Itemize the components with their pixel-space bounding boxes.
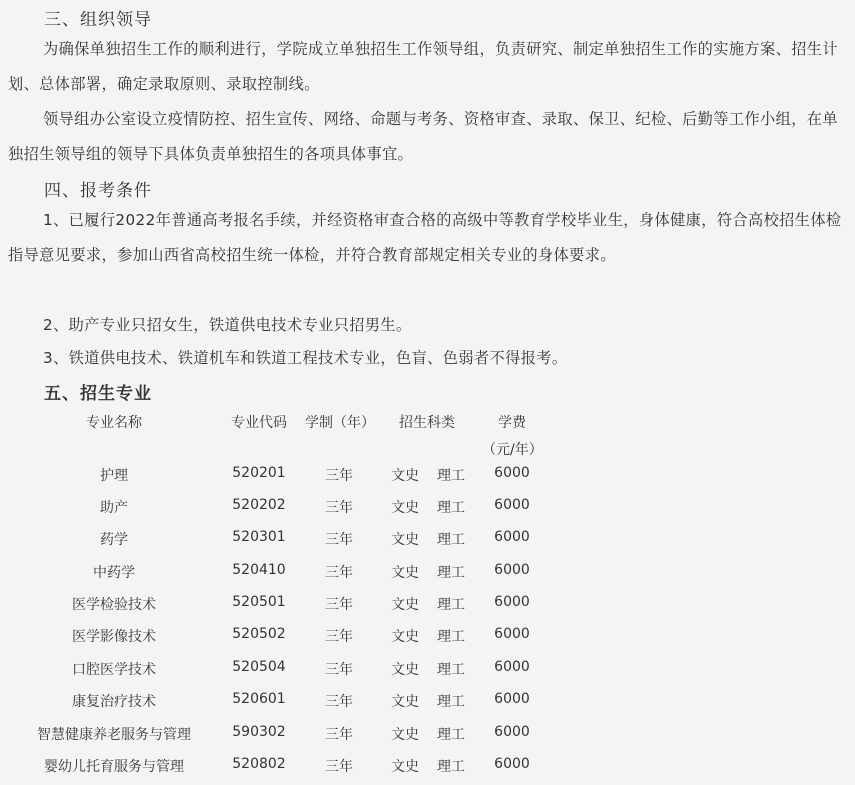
header-category: 招生科类 bbox=[399, 415, 455, 431]
section-4-paragraph-1: 1、已履行2022年普通高考报名手续，并经资格审查合格的高级中等教育学校毕业生，身体健康，符合高校招生体检指导意见要求，参加山西省高校招生统一体检，并符合教育部规定相关专业的身体要求。 bbox=[8, 211, 842, 264]
cell-category-2: 理工 bbox=[437, 629, 465, 645]
cell-category-2: 理工 bbox=[437, 759, 465, 775]
cell-category-1: 文史 bbox=[391, 565, 419, 581]
cell-duration: 三年 bbox=[325, 597, 353, 613]
cell-category-2: 理工 bbox=[437, 694, 465, 710]
header-code: 专业代码 bbox=[231, 415, 287, 431]
cell-duration: 三年 bbox=[325, 468, 353, 484]
cell-category-1: 文史 bbox=[391, 468, 419, 484]
cell-duration: 三年 bbox=[325, 662, 353, 678]
section-3-title: 三、组织领导 bbox=[44, 10, 152, 30]
header-name: 专业名称 bbox=[86, 415, 142, 431]
cell-code: 520202 bbox=[232, 497, 286, 513]
cell-fee: 6000 bbox=[494, 497, 530, 513]
cell-code: 590302 bbox=[232, 724, 286, 740]
header-fee-unit: （元/年） bbox=[482, 442, 543, 458]
section-5-title: 五、招生专业 bbox=[44, 384, 152, 404]
cell-category-1: 文史 bbox=[391, 662, 419, 678]
cell-name: 婴幼儿托育服务与管理 bbox=[44, 759, 184, 775]
section-4-title: 四、报考条件 bbox=[44, 181, 152, 201]
cell-fee: 6000 bbox=[494, 529, 530, 545]
cell-fee: 6000 bbox=[494, 626, 530, 642]
cell-code: 520201 bbox=[232, 465, 286, 481]
cell-category-2: 理工 bbox=[437, 532, 465, 548]
cell-code: 520410 bbox=[232, 562, 286, 578]
cell-category-1: 文史 bbox=[391, 727, 419, 743]
cell-name: 药学 bbox=[100, 532, 128, 548]
cell-name: 医学检验技术 bbox=[72, 597, 156, 613]
cell-duration: 三年 bbox=[325, 500, 353, 516]
cell-code: 520601 bbox=[232, 691, 286, 707]
cell-category-1: 文史 bbox=[391, 532, 419, 548]
cell-code: 520802 bbox=[232, 756, 286, 772]
cell-duration: 三年 bbox=[325, 629, 353, 645]
cell-category-2: 理工 bbox=[437, 565, 465, 581]
section-3-paragraph-1: 为确保单独招生工作的顺利进行，学院成立单独招生工作领导组，负责研究、制定单独招生工作的实施方案、招生计划、总体部署，确定录取原则、录取控制线。 bbox=[8, 40, 838, 93]
cell-code: 520502 bbox=[232, 626, 286, 642]
cell-name: 助产 bbox=[100, 500, 128, 516]
cell-category-2: 理工 bbox=[437, 500, 465, 516]
cell-fee: 6000 bbox=[494, 659, 530, 675]
cell-fee: 6000 bbox=[494, 691, 530, 707]
cell-duration: 三年 bbox=[325, 759, 353, 775]
cell-name: 中药学 bbox=[93, 565, 135, 581]
cell-name: 智慧健康养老服务与管理 bbox=[37, 727, 191, 743]
section-4-paragraph-2: 2、助产专业只招女生，铁道供电技术专业只招男生。 bbox=[43, 316, 412, 334]
section-3-paragraph-2: 领导组办公室设立疫情防控、招生宣传、网络、命题与考务、资格审查、录取、保卫、纪检、后勤等工作小组，在单独招生领导组的领导下具体负责单独招生的各项具体事宜。 bbox=[8, 110, 838, 163]
cell-category-1: 文史 bbox=[391, 629, 419, 645]
cell-name: 护理 bbox=[100, 468, 128, 484]
cell-duration: 三年 bbox=[325, 694, 353, 710]
cell-fee: 6000 bbox=[494, 756, 530, 772]
header-duration: 学制（年） bbox=[305, 415, 375, 431]
header-fee: 学费 bbox=[498, 415, 526, 431]
cell-fee: 6000 bbox=[494, 562, 530, 578]
cell-name: 医学影像技术 bbox=[72, 629, 156, 645]
cell-category-2: 理工 bbox=[437, 597, 465, 613]
cell-category-2: 理工 bbox=[437, 727, 465, 743]
cell-name: 康复治疗技术 bbox=[72, 694, 156, 710]
cell-fee: 6000 bbox=[494, 465, 530, 481]
cell-name: 口腔医学技术 bbox=[72, 662, 156, 678]
cell-code: 520504 bbox=[232, 659, 286, 675]
cell-category-2: 理工 bbox=[437, 662, 465, 678]
cell-category-1: 文史 bbox=[391, 694, 419, 710]
cell-duration: 三年 bbox=[325, 532, 353, 548]
cell-category-1: 文史 bbox=[391, 500, 419, 516]
cell-code: 520301 bbox=[232, 529, 286, 545]
cell-category-2: 理工 bbox=[437, 468, 465, 484]
cell-category-1: 文史 bbox=[391, 759, 419, 775]
cell-fee: 6000 bbox=[494, 594, 530, 610]
cell-duration: 三年 bbox=[325, 565, 353, 581]
section-4-paragraph-3: 3、铁道供电技术、铁道机车和铁道工程技术专业，色盲、色弱者不得报考。 bbox=[43, 349, 568, 367]
cell-code: 520501 bbox=[232, 594, 286, 610]
cell-duration: 三年 bbox=[325, 727, 353, 743]
cell-category-1: 文史 bbox=[391, 597, 419, 613]
cell-fee: 6000 bbox=[494, 724, 530, 740]
